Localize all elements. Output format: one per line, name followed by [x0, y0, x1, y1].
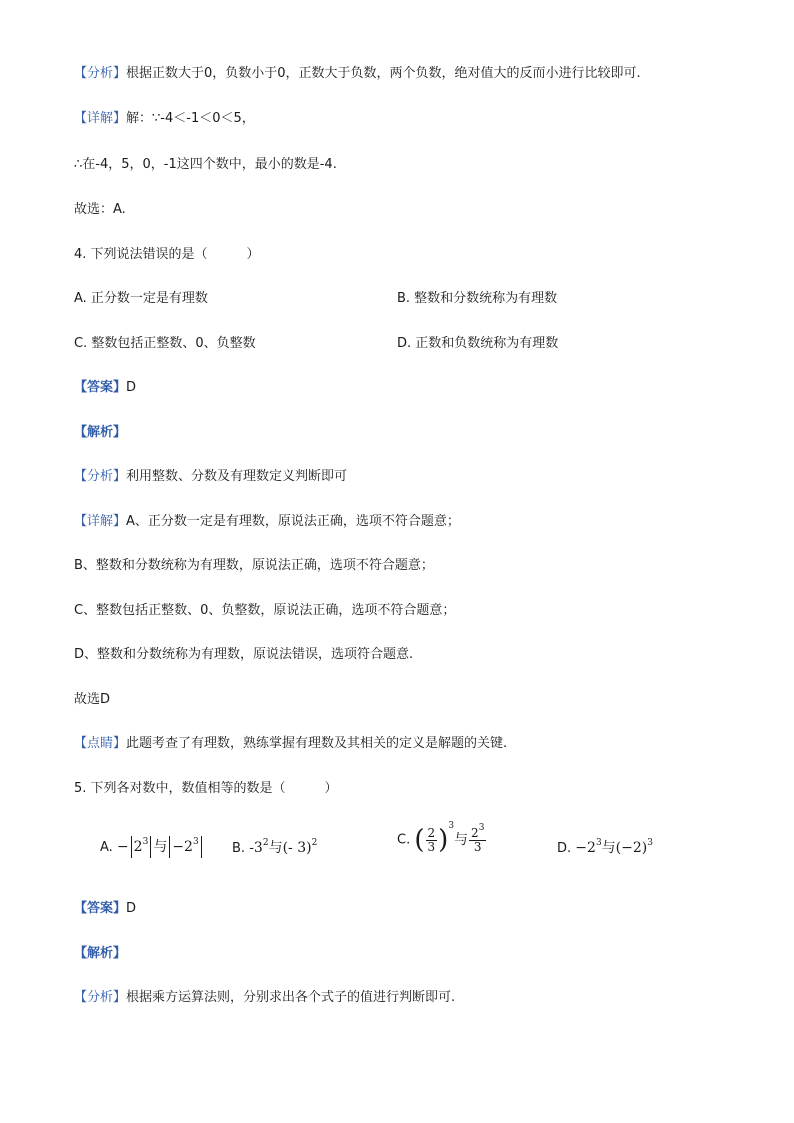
analysis-tag: 【分析】	[74, 990, 127, 1005]
q4-choice: 故选D	[74, 692, 111, 707]
analysis-tag: 【分析】	[74, 66, 127, 81]
q5-option-c-label: C.	[397, 832, 411, 848]
question-4-stem: 4. 下列说法错误的是（ ）	[74, 247, 260, 262]
yu-text: 与	[601, 840, 616, 856]
q5-option-a	[100, 836, 204, 858]
q5-option-b	[232, 838, 317, 859]
q5-option-c	[397, 821, 487, 855]
analysis-text: 根据乘方运算法则，分别求出各个式子的值进行判断即可.	[126, 990, 456, 1005]
q4-option-b: B. 整数和分数统称为有理数	[397, 291, 558, 306]
q4-option-d: D. 正数和负数统称为有理数	[397, 336, 559, 351]
q5-solution-heading	[74, 944, 126, 964]
question-5-stem: 5. 下列各对数中，数值相等的数是（ ）	[74, 781, 338, 796]
detail-text: 解：∵-4＜-1＜0＜5，	[126, 111, 255, 126]
q5-answer	[74, 899, 136, 919]
analysis-text: 根据正数大于0，负数小于0，正数大于负数，两个负数，绝对值大的反而小进行比较即可.	[126, 66, 641, 81]
yu-text: 与	[153, 839, 168, 855]
solution-tag: 【解析】	[74, 946, 127, 961]
q4-detail-a	[74, 512, 460, 532]
answer-value: D	[126, 901, 137, 916]
q5-analysis	[74, 988, 455, 1008]
q5-option-d-expr: $-2^3$与$(-2)^3$	[575, 838, 653, 856]
q4-comment	[74, 734, 507, 754]
q4-option-c: C. 整数包括正整数、0、负整数	[74, 336, 256, 351]
q4-answer	[74, 378, 136, 398]
analysis-tag: 【分析】	[74, 469, 127, 484]
q4-analysis	[74, 467, 347, 487]
detail-line-1	[74, 109, 255, 129]
conclusion-line: ∴在-4，5，0，-1这四个数中，最小的数是-4.	[74, 157, 337, 172]
q4-option-a: A. 正分数一定是有理数	[74, 291, 208, 306]
detail-text: A、正分数一定是有理数，原说法正确，选项不符合题意；	[126, 514, 460, 529]
q5-option-d-label: D.	[557, 841, 572, 856]
q5-option-d	[557, 838, 653, 859]
comment-text: 此题考查了有理数，熟练掌握有理数及其相关的定义是解题的关键.	[126, 736, 508, 751]
q5-option-a-expr: − $2^3$ 与 $-2^3$	[117, 839, 204, 855]
analysis-line-1	[74, 64, 641, 84]
answer-tag: 【答案】	[74, 901, 127, 916]
q5-option-b-label: B.	[232, 841, 246, 856]
q4-solution-heading	[74, 423, 126, 443]
choice-line: 故选：A.	[74, 202, 126, 217]
yu-text: 与	[454, 832, 469, 848]
q5-option-c-expr: ( $\frac{2}{3}$ )$^3$与 $\frac{2^3}{3}$	[414, 821, 485, 855]
answer-tag: 【答案】	[74, 380, 127, 395]
detail-tag: 【详解】	[74, 111, 127, 126]
yu-text: 与	[268, 840, 283, 856]
answer-value: D	[126, 380, 137, 395]
q4-detail-b: B、整数和分数统称为有理数，原说法正确，选项不符合题意；	[74, 558, 434, 573]
detail-tag: 【详解】	[74, 514, 127, 529]
analysis-text: 利用整数、分数及有理数定义判断即可	[126, 469, 348, 484]
q5-option-a-label: A.	[100, 840, 113, 855]
solution-tag: 【解析】	[74, 425, 127, 440]
q5-option-b-expr: $-3^2$与(- 3)$^2$	[249, 838, 318, 856]
q4-detail-d: D、整数和分数统称为有理数，原说法错误，选项符合题意.	[74, 647, 414, 662]
comment-tag: 【点睛】	[74, 736, 127, 751]
q4-detail-c: C、整数包括正整数、0、负整数，原说法正确，选项不符合题意；	[74, 603, 456, 618]
